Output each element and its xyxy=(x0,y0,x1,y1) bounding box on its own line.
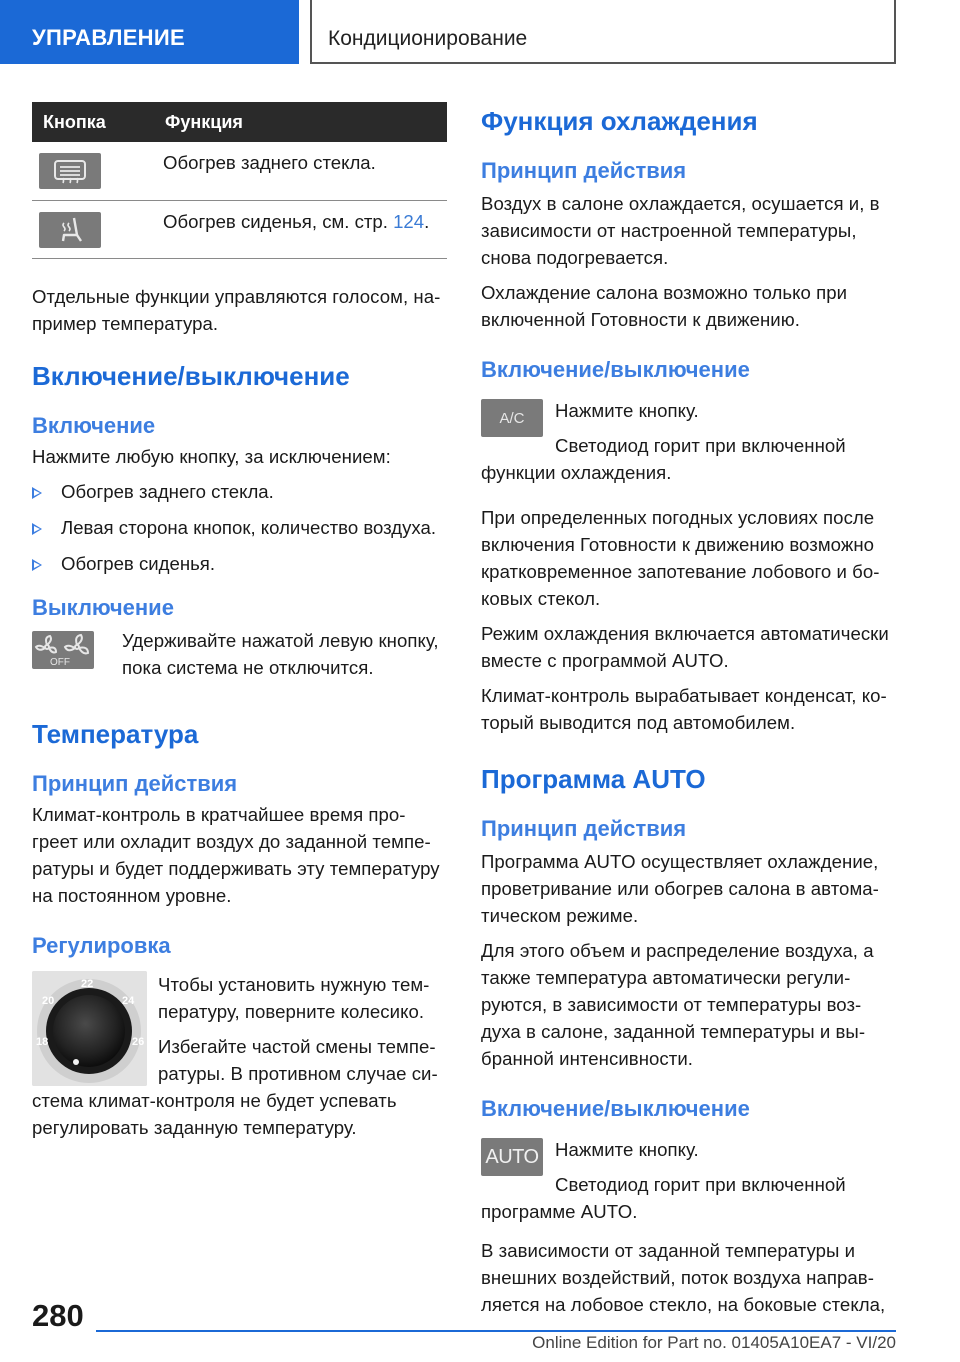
temp-principle-heading: Принцип действия xyxy=(32,770,238,796)
auto-button-icon xyxy=(481,1138,543,1176)
list-item: Обогрев заднего стекла. xyxy=(32,478,447,505)
section-tab: УПРАВЛЕНИЕ xyxy=(0,0,299,64)
triangle-bullet-icon xyxy=(32,523,42,535)
cooling-text-5: Климат-контроль вырабатывает конденсат, ко-торый выводится под автомобилем. xyxy=(481,685,887,733)
triangle-bullet-icon xyxy=(32,559,42,571)
svg-text:20: 20 xyxy=(42,994,55,1007)
cooling-heading: Функция охлаждения xyxy=(481,106,758,136)
auto-onoff-heading: Включение/выключение xyxy=(481,1096,750,1121)
list-item: Обогрев сиденья. xyxy=(32,550,447,577)
table-row xyxy=(32,200,447,258)
right-column xyxy=(481,102,896,1326)
auto-text-3: В зависимости от заданной температуры и внешних воздействий, поток воздуха направ-ляется на лобовое стекло, на боковые стекла, xyxy=(481,1240,886,1315)
auto-text-2: Для этого объем и распределение воздуха, а также температура автоматически регули-руются, в зависимости от температуры воз-духа в салоне, заданной температуры и вы-бранной интенсивности. xyxy=(481,940,874,1069)
function-table xyxy=(32,102,447,259)
auto-principle-heading: Принцип действия xyxy=(481,816,687,841)
triangle-bullet-icon xyxy=(32,487,42,499)
auto-text-1: Программа AUTO осуществляет охлаждение, проветривание или обогрев салона в автома-тическом режиме. xyxy=(481,851,879,926)
ac-label: A/C xyxy=(499,409,525,427)
auto-heading: Программа AUTO xyxy=(481,764,706,794)
temp-principle-text: Климат-контроль в кратчайшее время про-греет или охладит воздух до заданной темпе-ратуры и будет поддерживать эту температуру на постоянном уровне. xyxy=(32,803,440,906)
temperature-dial-image xyxy=(32,971,147,1086)
off-label: OFF xyxy=(50,656,70,668)
regulation-text-2: Избегайте частой смены темпе-ратуры. В противном случае си-стема климат-контроля не будет успевать регулировать заданную температуру. xyxy=(32,1035,438,1138)
ac-button-icon xyxy=(481,399,543,437)
table-header-row xyxy=(32,102,447,142)
cooling-onoff-heading: Включение/выключение xyxy=(481,357,750,382)
onoff-heading: Включение/выключение xyxy=(32,360,350,391)
footer-divider xyxy=(96,1330,896,1332)
auto-led-text: Светодиод горит при включенной программе AUTO. xyxy=(481,1174,846,1222)
left-column xyxy=(32,102,447,1149)
row-function-text: Обогрев сиденья, см. стр. 124. xyxy=(163,200,447,258)
ac-led-text: Светодиод горит при включенной функции охлаждения. xyxy=(481,435,846,483)
row-function-text: Обогрев заднего стекла. xyxy=(163,142,447,200)
regulation-heading: Регулировка xyxy=(32,932,171,958)
cooling-text-3: При определенных погодных условиях после включения Готовности к движению возможно кратковременное запотевание лобового и бо-ковых стекол. xyxy=(481,507,880,609)
svg-text:24: 24 xyxy=(122,994,135,1007)
cooling-text-1: Воздух в салоне охлаждается, осушается и, в зависимости от настроенной температуры, снова подогревается. xyxy=(481,193,880,268)
off-text: Удерживайте нажатой левую кнопку, пока система не отключится. xyxy=(122,629,439,678)
svg-text:26: 26 xyxy=(132,1035,145,1048)
exception-list xyxy=(32,478,447,577)
cooling-principle-heading: Принцип действия xyxy=(481,158,687,183)
off-heading: Выключение xyxy=(32,594,174,620)
auto-press-text: Нажмите кнопку. xyxy=(555,1139,699,1160)
cooling-text-4: Режим охлаждения включается автоматически вместе с программой AUTO. xyxy=(481,623,889,671)
on-text: Нажмите любую кнопку, за исключением: xyxy=(32,445,391,467)
svg-text:18: 18 xyxy=(36,1035,49,1048)
cooling-text-2: Охлаждение салона возможно только при включенной Готовности к движению. xyxy=(481,282,848,330)
edition-text: Online Edition for Part no. 01405A10EA7 - VI/20 xyxy=(532,1333,896,1352)
ac-press-text: Нажмите кнопку. xyxy=(555,400,699,421)
col-header-function: Функция xyxy=(163,102,447,142)
seat-heating-icon xyxy=(39,212,101,248)
page-number: 280 xyxy=(32,1298,84,1333)
page-link[interactable]: 124 xyxy=(393,210,425,232)
voice-control-text: Отдельные функции управляются голосом, на-пример температура. xyxy=(32,285,441,334)
regulation-text-1: Чтобы установить нужную тем-пературу, поверните колесико. xyxy=(158,973,430,1022)
auto-label: AUTO xyxy=(485,1145,539,1168)
table-row xyxy=(32,142,447,200)
rear-window-heating-icon xyxy=(39,153,101,189)
chapter-tab: Кондиционирование xyxy=(310,0,896,64)
on-heading: Включение xyxy=(32,412,156,438)
fan-off-icon xyxy=(32,631,94,669)
svg-text:22: 22 xyxy=(81,977,94,990)
temperature-heading: Температура xyxy=(32,718,199,749)
list-item: Левая сторона кнопок, количество воздуха. xyxy=(32,514,447,541)
col-header-button: Кнопка xyxy=(32,102,163,142)
